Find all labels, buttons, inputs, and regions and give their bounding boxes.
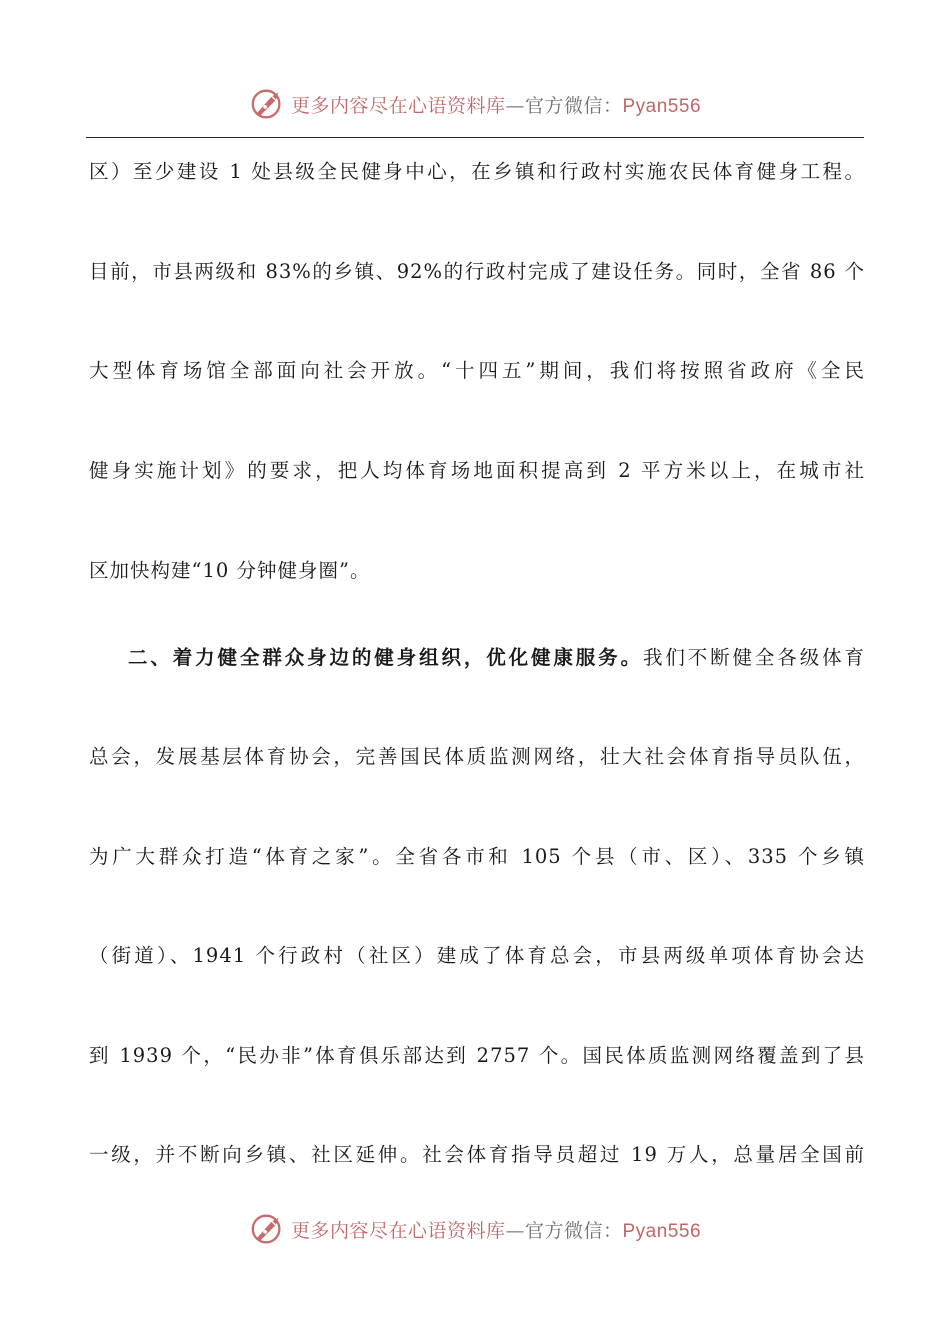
pen-logo-icon [249,85,287,123]
body-line-1: 区）至少建设 1 处县级全民健身中心，在乡镇和行政村实施农民体育健身工程。 [89,160,865,183]
footer-wechat-label: 官方微信： [524,1219,623,1242]
body-line-4: 健身实施计划》的要求，把人均体育场地面积提高到 2 平方米以上，在城市社 [89,459,865,482]
paragraph-2-heading: 二、着力健全群众身边的健身组织，优化健康服务。 [128,646,643,669]
paragraph-2-first-rest: 我们不断健全各级体育 [642,646,865,669]
body-line-5: 区加快构建“10 分钟健身圈”。 [89,559,371,582]
header-wechat-id: Pyan556 [622,95,702,117]
body-line-7: 总会，发展基层体育协会，完善国民体质监测网络，壮大社会体育指导员队伍， [89,745,865,768]
paragraph-2-first-line [128,644,865,672]
footer-wechat-id: Pyan556 [622,1220,702,1242]
body-line-9: （街道）、1941 个行政村（社区）建成了体育总会，市县两级单项体育协会达 [89,944,865,967]
header-separator: — [505,94,525,117]
body-line-2: 目前，市县两级和 83%的乡镇、92%的行政村完成了建设任务。同时，全省 86 个 [89,260,865,283]
body-line-3: 大型体育场馆全部面向社会开放。“十四五”期间，我们将按照省政府《全民 [89,359,865,382]
footer-site-name: 更多内容尽在心语资料库 [290,1219,506,1242]
header-divider [86,137,864,138]
body-line-8: 为广大群众打造“体育之家”。全省各市和 105 个县（市、区）、335 个乡镇 [89,845,865,868]
body-line-11: 一级，并不断向乡镇、社区延伸。社会体育指导员超过 19 万人，总量居全国前 [89,1143,865,1166]
footer-banner [0,1209,950,1249]
header-wechat-label: 官方微信： [524,94,623,117]
header-banner [0,84,950,124]
pen-logo-icon [249,1210,287,1248]
body-line-10: 到 1939 个，“民办非”体育俱乐部达到 2757 个。国民体质监测网络覆盖到了县 [89,1044,865,1067]
footer-separator: — [505,1219,525,1242]
header-site-name: 更多内容尽在心语资料库 [290,94,506,117]
